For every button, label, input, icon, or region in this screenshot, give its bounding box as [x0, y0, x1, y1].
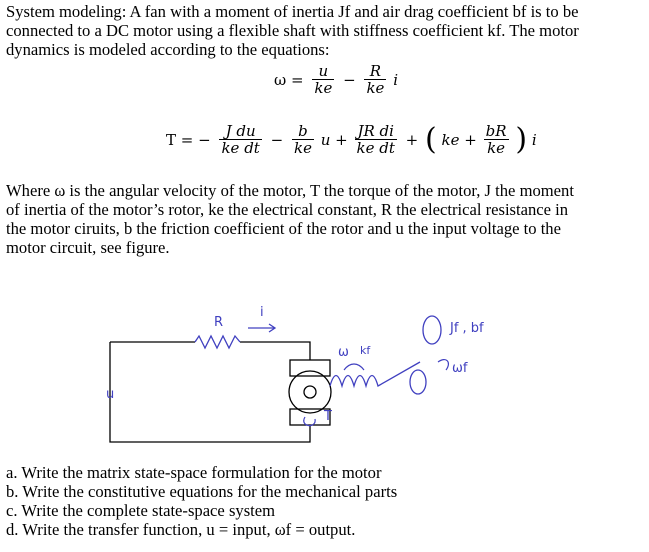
- question-a: a. Write the matrix state-space formulation for the motor: [6, 463, 382, 482]
- fraction-u-over-ke: $\frac{u}{ke}$: [314, 62, 333, 97]
- intro-line: dynamics is modeled according to the equations:: [6, 40, 330, 59]
- label-jf-bf: Jf , bf: [450, 321, 484, 336]
- label-current: i: [260, 305, 264, 320]
- definition-line: motor circuit, see figure.: [6, 238, 170, 257]
- equation-omega: ω = $\frac{u}{ke}$ − $\frac{R}{ke}$ i: [274, 62, 399, 97]
- equation-torque: T = − $\frac{\text{J du}}{\text{ke dt}}$ − $\frac{b}{ke}$ u + $\frac{\text{JR di}}{\text{ke dt}}$ + ( ke + $\frac{bR}{ke}$ ) i: [166, 121, 537, 157]
- label-omega-f: ωf: [452, 361, 468, 376]
- definition-line: Where ω is the angular velocity of the motor, T the torque of the motor, J the moment: [6, 181, 574, 200]
- intro-line: connected to a DC motor using a flexible shaft with stiffness coefficient kf. The motor: [6, 21, 579, 40]
- label-resistance: R: [214, 315, 224, 330]
- label-kf: kf: [360, 344, 371, 357]
- definition-line: the motor ciruits, b the friction coefficient of the rotor and u the input voltage to the: [6, 219, 561, 238]
- fan-blade-icon: [423, 316, 441, 344]
- intro-line: System modeling: A fan with a moment of inertia Jf and air drag coefficient bf is to be: [6, 2, 579, 21]
- question-c: c. Write the complete state-space system: [6, 501, 276, 520]
- fan-blade-icon: [410, 370, 426, 394]
- rotation-arrow-icon: [344, 364, 364, 370]
- label-input-voltage: u: [106, 387, 115, 402]
- current-arrow-icon: [248, 324, 275, 332]
- fraction-r-over-ke: $\frac{R}{ke}$: [366, 62, 385, 97]
- question-list: [6, 463, 644, 539]
- circuit-wire: [240, 342, 310, 360]
- definition-line: of inertia of the motor’s rotor, ke the electrical constant, R the electrical resistance in: [6, 200, 569, 219]
- label-torque: T: [324, 409, 332, 424]
- flexible-shaft-spring: [330, 362, 420, 386]
- label-omega: ω: [338, 345, 349, 360]
- motor-icon: [289, 371, 331, 413]
- torque-arrow-icon: [304, 417, 315, 426]
- motor-fan-sketch: [100, 290, 540, 460]
- variable-definitions: [6, 181, 644, 257]
- fan-rotation-arrow-icon: [438, 360, 448, 370]
- problem-intro: [6, 2, 644, 59]
- motor-terminal-top: [290, 360, 330, 376]
- question-b: b. Write the constitutive equations for the mechanical parts: [6, 482, 398, 501]
- resistor-icon: [195, 336, 240, 348]
- question-d: d. Write the transfer function, u = input, ωf = output.: [6, 520, 356, 539]
- circuit-wire: [110, 342, 310, 442]
